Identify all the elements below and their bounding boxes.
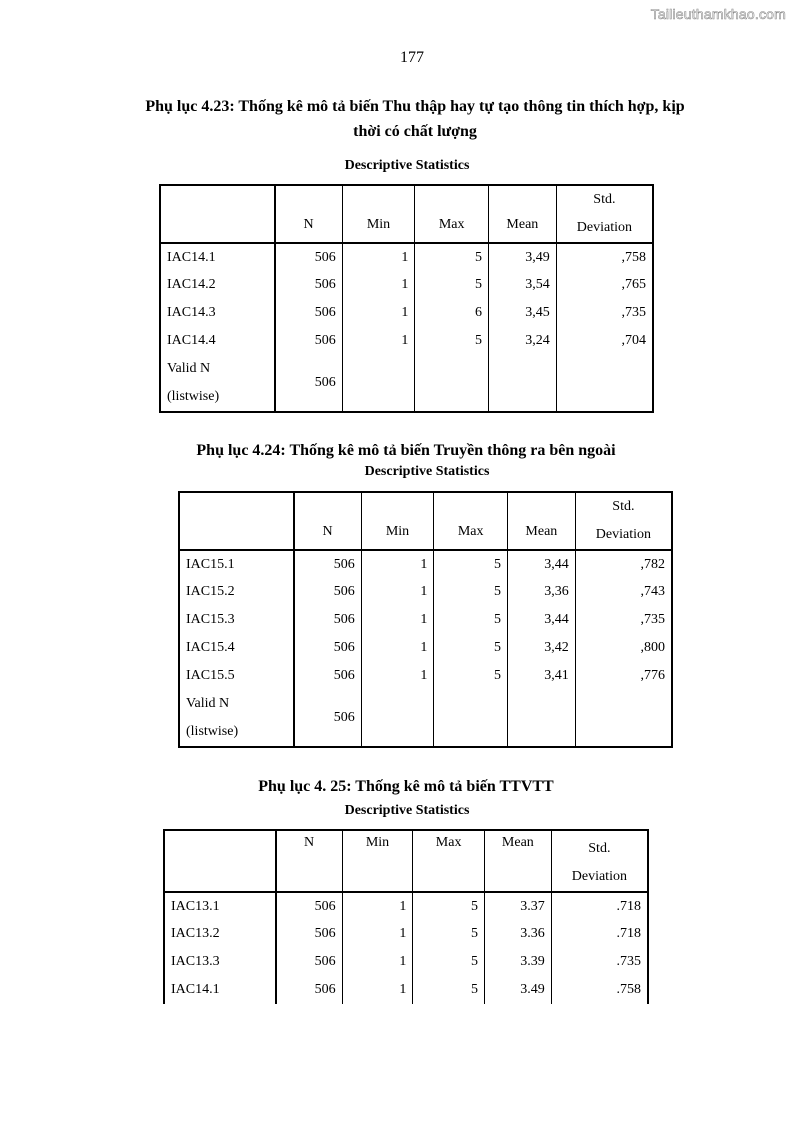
empty-cell <box>434 690 508 747</box>
table-header-row <box>164 830 648 892</box>
caption-table-2: Descriptive Statistics <box>364 464 490 479</box>
cell-n: 506 <box>294 578 362 606</box>
row-label: IAC15.4 <box>179 634 294 662</box>
cell-max: 5 <box>415 243 489 271</box>
cell-std: ,704 <box>556 327 653 355</box>
table-row <box>164 976 648 1004</box>
header-mean: Mean <box>484 830 551 892</box>
cell-n: 506 <box>294 550 362 578</box>
cell-std: .758 <box>551 976 648 1004</box>
cell-max: 5 <box>434 578 508 606</box>
cell-n: 506 <box>275 271 343 299</box>
cell-std: ,776 <box>575 662 672 690</box>
row-label: IAC14.1 <box>160 243 275 271</box>
table-row <box>179 634 672 662</box>
stats-table-2 <box>178 491 673 748</box>
table-row <box>160 327 653 355</box>
cell-std: ,735 <box>575 606 672 634</box>
cell-n: 506 <box>275 243 343 271</box>
table-row <box>179 578 672 606</box>
cell-min: 1 <box>342 920 413 948</box>
valid-n-label-line2: (listwise) <box>186 724 239 739</box>
cell-min: 1 <box>342 892 413 920</box>
cell-max: 5 <box>413 976 485 1004</box>
header-blank <box>160 185 275 243</box>
valid-n-value: 506 <box>294 690 362 747</box>
valid-n-row <box>179 690 672 747</box>
cell-mean: 3.37 <box>484 892 551 920</box>
watermark: Tailieuthamkhao.com <box>650 6 786 22</box>
valid-n-label-line1: Valid N <box>186 696 230 711</box>
cell-mean: 3,36 <box>507 578 575 606</box>
heading-4-23-line2: thời có chất lượng <box>353 123 477 140</box>
cell-std: .735 <box>551 948 648 976</box>
row-label: IAC13.3 <box>164 948 276 976</box>
cell-n: 506 <box>294 662 362 690</box>
header-std-line1: Std. <box>612 499 635 514</box>
row-label: IAC15.2 <box>179 578 294 606</box>
row-label: IAC13.1 <box>164 892 276 920</box>
table-row <box>179 662 672 690</box>
cell-min: 1 <box>361 606 434 634</box>
header-std-line2: Deviation <box>571 869 627 884</box>
table-row <box>164 948 648 976</box>
header-std <box>551 830 648 892</box>
header-max: Max <box>415 185 489 243</box>
cell-std: ,743 <box>575 578 672 606</box>
cell-min: 1 <box>342 299 415 327</box>
header-min: Min <box>361 492 434 550</box>
row-label: IAC13.2 <box>164 920 276 948</box>
cell-max: 5 <box>413 892 485 920</box>
header-n: N <box>276 830 343 892</box>
caption-table-3: Descriptive Statistics <box>344 803 470 818</box>
cell-mean: 3.36 <box>484 920 551 948</box>
cell-min: 1 <box>342 327 415 355</box>
cell-min: 1 <box>342 976 413 1004</box>
cell-min: 1 <box>342 948 413 976</box>
cell-max: 5 <box>415 271 489 299</box>
header-min: Min <box>342 185 415 243</box>
table-row <box>164 920 648 948</box>
cell-n: 506 <box>276 892 343 920</box>
table-row <box>160 299 653 327</box>
valid-n-label <box>179 690 294 747</box>
stats-table-3 <box>163 829 649 1004</box>
cell-std: ,800 <box>575 634 672 662</box>
cell-min: 1 <box>342 271 415 299</box>
header-max: Max <box>434 492 508 550</box>
cell-n: 506 <box>276 976 343 1004</box>
table-row <box>160 243 653 271</box>
cell-min: 1 <box>361 550 434 578</box>
table-row <box>179 606 672 634</box>
cell-std: ,735 <box>556 299 653 327</box>
heading-4-23-line1: Phụ lục 4.23: Thống kê mô tả biến Thu thập hay tự tạo thông tin thích hợp, kịp <box>145 98 685 115</box>
row-label: IAC15.1 <box>179 550 294 578</box>
cell-mean: 3,44 <box>507 550 575 578</box>
row-label: IAC15.3 <box>179 606 294 634</box>
row-label: IAC15.5 <box>179 662 294 690</box>
header-std <box>556 185 653 243</box>
header-std-line1: Std. <box>588 841 611 856</box>
cell-min: 1 <box>361 662 434 690</box>
cell-mean: 3,44 <box>507 606 575 634</box>
cell-min: 1 <box>361 634 434 662</box>
empty-cell <box>415 355 489 412</box>
empty-cell <box>488 355 556 412</box>
valid-n-label-line2: (listwise) <box>167 389 220 404</box>
header-n: N <box>294 492 362 550</box>
cell-mean: 3,42 <box>507 634 575 662</box>
cell-n: 506 <box>294 634 362 662</box>
cell-n: 506 <box>294 606 362 634</box>
valid-n-row <box>160 355 653 412</box>
valid-n-label <box>160 355 275 412</box>
heading-4-23 <box>100 94 730 144</box>
caption-table-1: Descriptive Statistics <box>344 158 470 173</box>
valid-n-label-line1: Valid N <box>167 361 211 376</box>
row-label: IAC14.3 <box>160 299 275 327</box>
cell-max: 5 <box>415 327 489 355</box>
row-label: IAC14.2 <box>160 271 275 299</box>
table-header-row <box>160 185 653 243</box>
cell-std: ,765 <box>556 271 653 299</box>
stats-table-1 <box>159 184 654 413</box>
cell-n: 506 <box>275 327 343 355</box>
table-row <box>179 550 672 578</box>
page-number: 177 <box>400 49 424 66</box>
empty-cell <box>556 355 653 412</box>
heading-4-25: Phụ lục 4. 25: Thống kê mô tả biến TTVTT <box>258 778 554 795</box>
table-row <box>164 892 648 920</box>
header-std-line2: Deviation <box>595 527 651 542</box>
table-header-row <box>179 492 672 550</box>
row-label: IAC14.1 <box>164 976 276 1004</box>
header-n: N <box>275 185 343 243</box>
cell-n: 506 <box>276 948 343 976</box>
cell-mean: 3.49 <box>484 976 551 1004</box>
cell-max: 5 <box>434 634 508 662</box>
cell-max: 5 <box>413 948 485 976</box>
cell-std: ,758 <box>556 243 653 271</box>
cell-max: 5 <box>434 662 508 690</box>
header-blank <box>179 492 294 550</box>
cell-std: ,782 <box>575 550 672 578</box>
cell-std: .718 <box>551 920 648 948</box>
empty-cell <box>342 355 415 412</box>
cell-max: 6 <box>415 299 489 327</box>
header-mean: Mean <box>488 185 556 243</box>
header-std-line2: Deviation <box>576 220 632 235</box>
header-mean: Mean <box>507 492 575 550</box>
cell-std: .718 <box>551 892 648 920</box>
empty-cell <box>575 690 672 747</box>
table-row <box>160 271 653 299</box>
cell-mean: 3,24 <box>488 327 556 355</box>
cell-max: 5 <box>434 606 508 634</box>
cell-mean: 3,49 <box>488 243 556 271</box>
cell-min: 1 <box>342 243 415 271</box>
cell-min: 1 <box>361 578 434 606</box>
row-label: IAC14.4 <box>160 327 275 355</box>
cell-mean: 3,41 <box>507 662 575 690</box>
cell-mean: 3,54 <box>488 271 556 299</box>
cell-n: 506 <box>275 299 343 327</box>
cell-mean: 3.39 <box>484 948 551 976</box>
header-std <box>575 492 672 550</box>
header-blank <box>164 830 276 892</box>
header-std-line1: Std. <box>593 192 616 207</box>
empty-cell <box>507 690 575 747</box>
cell-mean: 3,45 <box>488 299 556 327</box>
header-max: Max <box>413 830 485 892</box>
cell-max: 5 <box>413 920 485 948</box>
cell-n: 506 <box>276 920 343 948</box>
cell-max: 5 <box>434 550 508 578</box>
heading-4-24: Phụ lục 4.24: Thống kê mô tả biến Truyền thông ra bên ngoài <box>196 442 616 459</box>
header-min: Min <box>342 830 413 892</box>
empty-cell <box>361 690 434 747</box>
valid-n-value: 506 <box>275 355 343 412</box>
